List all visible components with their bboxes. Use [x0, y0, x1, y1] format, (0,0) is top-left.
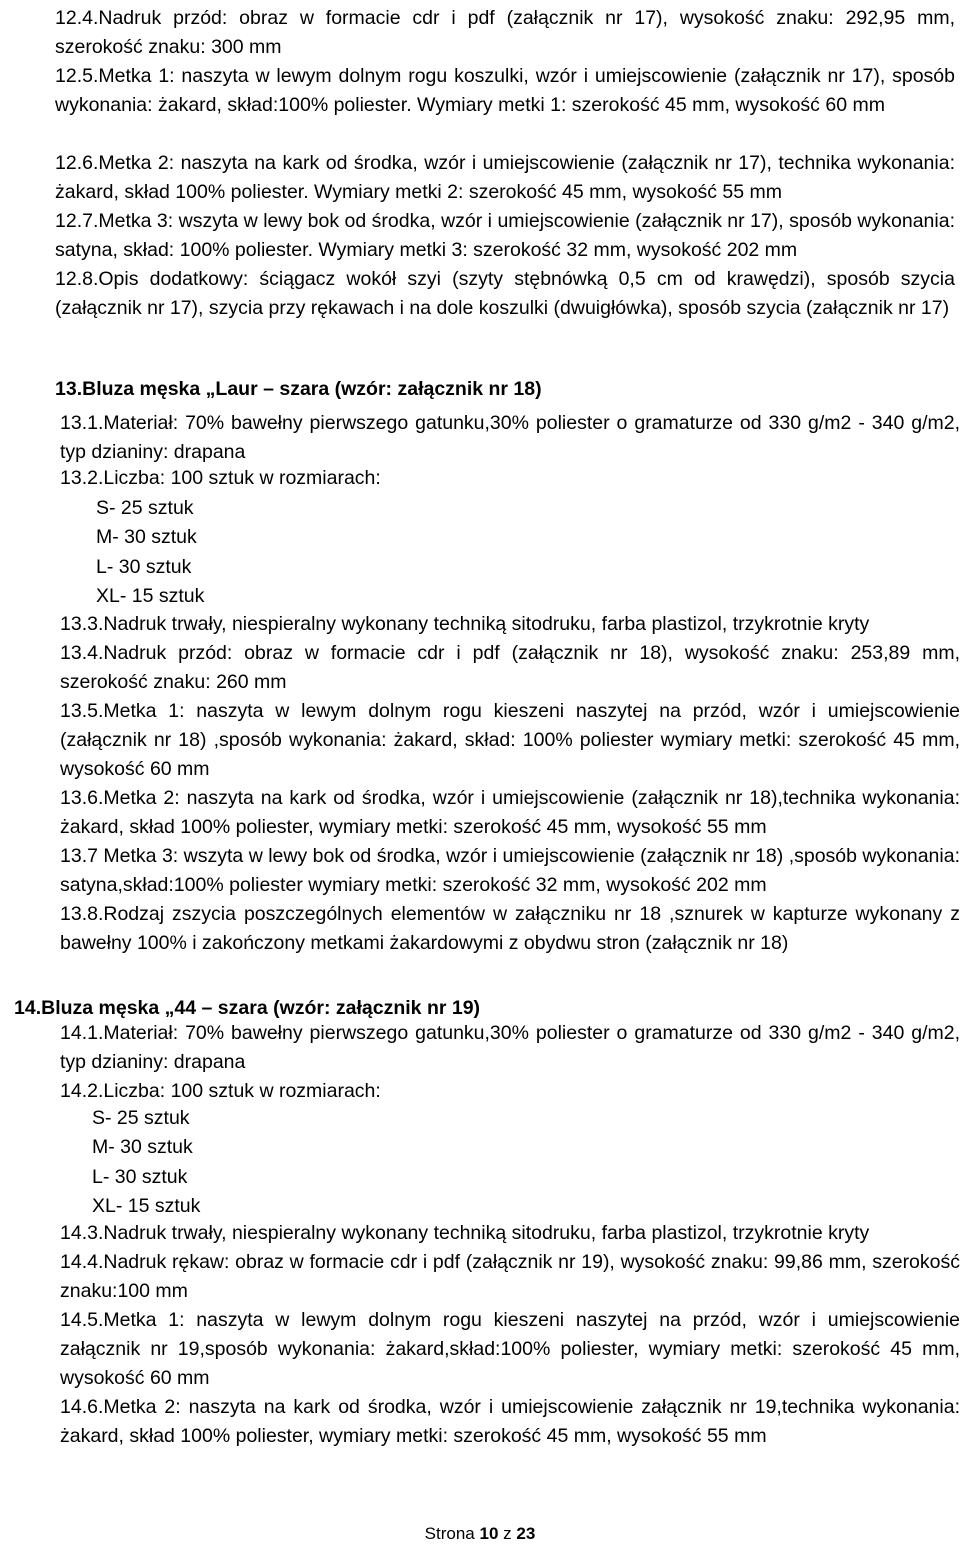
item-number: 12.4.: [55, 7, 99, 29]
footer-label: Strona: [424, 1524, 475, 1543]
item-text: Metka 2: naszyta na kark od środka, wzór i umiejscowienie (załącznik nr 18),technika wykonania: żakard, skład 100% poliester, wymiary metki: szerokość 45 mm, wysokość 55 mm: [60, 787, 960, 838]
item-text: Liczba: 100 sztuk w rozmiarach:: [103, 467, 381, 489]
list-item: [60, 1393, 960, 1451]
item-number: 12.6.: [55, 152, 99, 174]
item-text: Nadruk rękaw: obraz w formacie cdr i pdf (załącznik nr 19), wysokość znaku: 99,86 mm, szerokość znaku:100 mm: [60, 1251, 960, 1302]
item-number: 13.1.: [60, 412, 104, 434]
footer-separator: z: [503, 1524, 512, 1543]
list-item: [60, 697, 960, 784]
item-text: Nadruk przód: obraz w formacie cdr i pdf (załącznik nr 17), wysokość znaku: 292,95 mm, szerokość znaku: 300 mm: [55, 7, 955, 58]
item-text: Nadruk trwały, niespieralny wykonany techniką sitodruku, farba plastizol, trzykrotnie kryty: [103, 1222, 870, 1244]
size-item: S- 25 sztuk: [96, 497, 194, 519]
item-number: 13.3.: [60, 613, 104, 635]
size-list: [96, 494, 204, 611]
item-number: 13.4.: [60, 642, 104, 664]
section-heading: 14.Bluza męska „44 – szara (wzór: załącznik nr 19): [14, 997, 481, 1019]
item-number: 12.8.: [55, 268, 99, 290]
list-item: [60, 900, 960, 958]
list-item: [55, 62, 955, 120]
item-text: Nadruk trwały, niespieralny wykonany techniką sitodruku, farba plastizol, trzykrotnie kryty: [103, 613, 870, 635]
list-item: [60, 409, 960, 467]
list-item: [55, 265, 955, 323]
list-item: [60, 784, 960, 842]
item-text: Metka 1: naszyta w lewym dolnym rogu kieszeni naszytej na przód, wzór i umiejscowienie załącznik nr 19,sposób wykonania: żakard,skład:100% poliester, wymiary metki: szerokość 45 mm, wysokość 60 mm: [60, 1309, 960, 1389]
item-number: 14.2.: [60, 1080, 104, 1102]
total-page-count: 23: [516, 1524, 536, 1543]
section-heading: 13.Bluza męska „Laur – szara (wzór: załącznik nr 18): [55, 378, 542, 400]
size-item: XL- 15 sztuk: [96, 584, 205, 607]
list-item: [55, 4, 955, 62]
item-text: Metka 2: naszyta na kark od środka, wzór i umiejscowienie załącznik nr 19,technika wykonania: żakard, skład 100% poliester, wymiary metki: szerokość 45 mm, wysokość 55 mm: [60, 1396, 960, 1447]
list-item: [60, 1306, 960, 1393]
item-number: 13.2.: [60, 467, 104, 489]
item-number: 14.6.: [60, 1396, 104, 1418]
item-text: Metka 3: wszyta w lewy bok od środka, wzór i umiejscowienie (załącznik nr 18) ,sposób wykonania: satyna,skład:100% poliester wymiary metki: szerokość 32 mm, wysokość 202 mm: [60, 845, 960, 896]
size-item: M- 30 sztuk: [96, 526, 197, 549]
item-number: 13.7: [60, 845, 104, 867]
item-text: Metka 2: naszyta na kark od środka, wzór i umiejscowienie (załącznik nr 17), technika wykonania: żakard, skład 100% poliester. Wymiary metki 2: szerokość 45 mm, wysokość 55 mm: [55, 152, 955, 203]
item-text: Metka 1: naszyta w lewym dolnym rogu koszulki, wzór i umiejscowienie (załącznik nr 17), sposób wykonania: żakard, skład:100% poliester. Wymiary metki 1: szerokość 45 mm, wysokość 60 mm: [55, 65, 955, 116]
page-footer: [0, 1524, 960, 1544]
item-number: 13.8.: [60, 903, 104, 925]
size-item: XL- 15 sztuk: [92, 1194, 201, 1217]
list-item: [60, 1248, 960, 1306]
item-text: Nadruk przód: obraz w formacie cdr i pdf (załącznik nr 18), wysokość znaku: 253,89 mm, szerokość znaku: 260 mm: [60, 642, 960, 693]
item-number: 13.5.: [60, 700, 104, 722]
size-item: S- 25 sztuk: [92, 1107, 190, 1129]
item-text: Materiał: 70% bawełny pierwszego gatunku,30% poliester o gramaturze od 330 g/m2 - 340 g/m2, typ dzianiny: drapana: [60, 412, 960, 463]
item-number: 12.5.: [55, 65, 99, 87]
item-text: Materiał: 70% bawełny pierwszego gatunku,30% poliester o gramaturze od 330 g/m2 - 340 g/m2, typ dzianiny: drapana: [60, 1022, 960, 1073]
item-text: Liczba: 100 sztuk w rozmiarach:: [103, 1080, 381, 1102]
item-text: Rodzaj zszycia poszczególnych elementów w załączniku nr 18 ,sznurek w kapturze wykonany z bawełny 100% i zakończony metkami żakardowymi z obydwu stron (załącznik nr 18): [60, 903, 960, 954]
list-item: [60, 1219, 960, 1248]
size-list: [92, 1104, 200, 1221]
list-item: [60, 610, 960, 639]
list-item: [55, 207, 955, 265]
item-text: Opis dodatkowy: ściągacz wokół szyi (szyty stębnówką 0,5 cm od krawędzi), sposób szycia (załącznik nr 17), szycia przy rękawach i na dole koszulki (dwuigłówka), sposób szycia (załącznik nr 17): [55, 268, 955, 319]
item-number: 14.3.: [60, 1222, 104, 1244]
size-item: L- 30 sztuk: [92, 1165, 188, 1188]
item-number: 14.4.: [60, 1251, 104, 1273]
item-number: 13.6.: [60, 787, 104, 809]
list-item: [60, 1019, 960, 1077]
list-item: [60, 464, 960, 493]
item-number: 14.1.: [60, 1022, 104, 1044]
item-text: Metka 1: naszyta w lewym dolnym rogu kieszeni naszytej na przód, wzór i umiejscowienie (załącznik nr 18) ,sposób wykonania: żakard, skład: 100% poliester wymiary metki: szerokość 45 mm, wysokość 60 mm: [60, 700, 960, 780]
item-text: Metka 3: wszyta w lewy bok od środka, wzór i umiejscowienie (załącznik nr 17), sposób wykonania: satyna, skład: 100% poliester. Wymiary metki 3: szerokość 32 mm, wysokość 202 mm: [55, 210, 955, 261]
list-item: [60, 842, 960, 900]
list-item: [60, 1077, 960, 1106]
item-number: 14.5.: [60, 1309, 104, 1331]
size-item: M- 30 sztuk: [92, 1136, 193, 1159]
item-number: 12.7.: [55, 210, 99, 232]
list-item: [60, 639, 960, 697]
current-page-number: 10: [479, 1524, 499, 1543]
size-item: L- 30 sztuk: [96, 555, 192, 578]
list-item: [55, 149, 955, 207]
